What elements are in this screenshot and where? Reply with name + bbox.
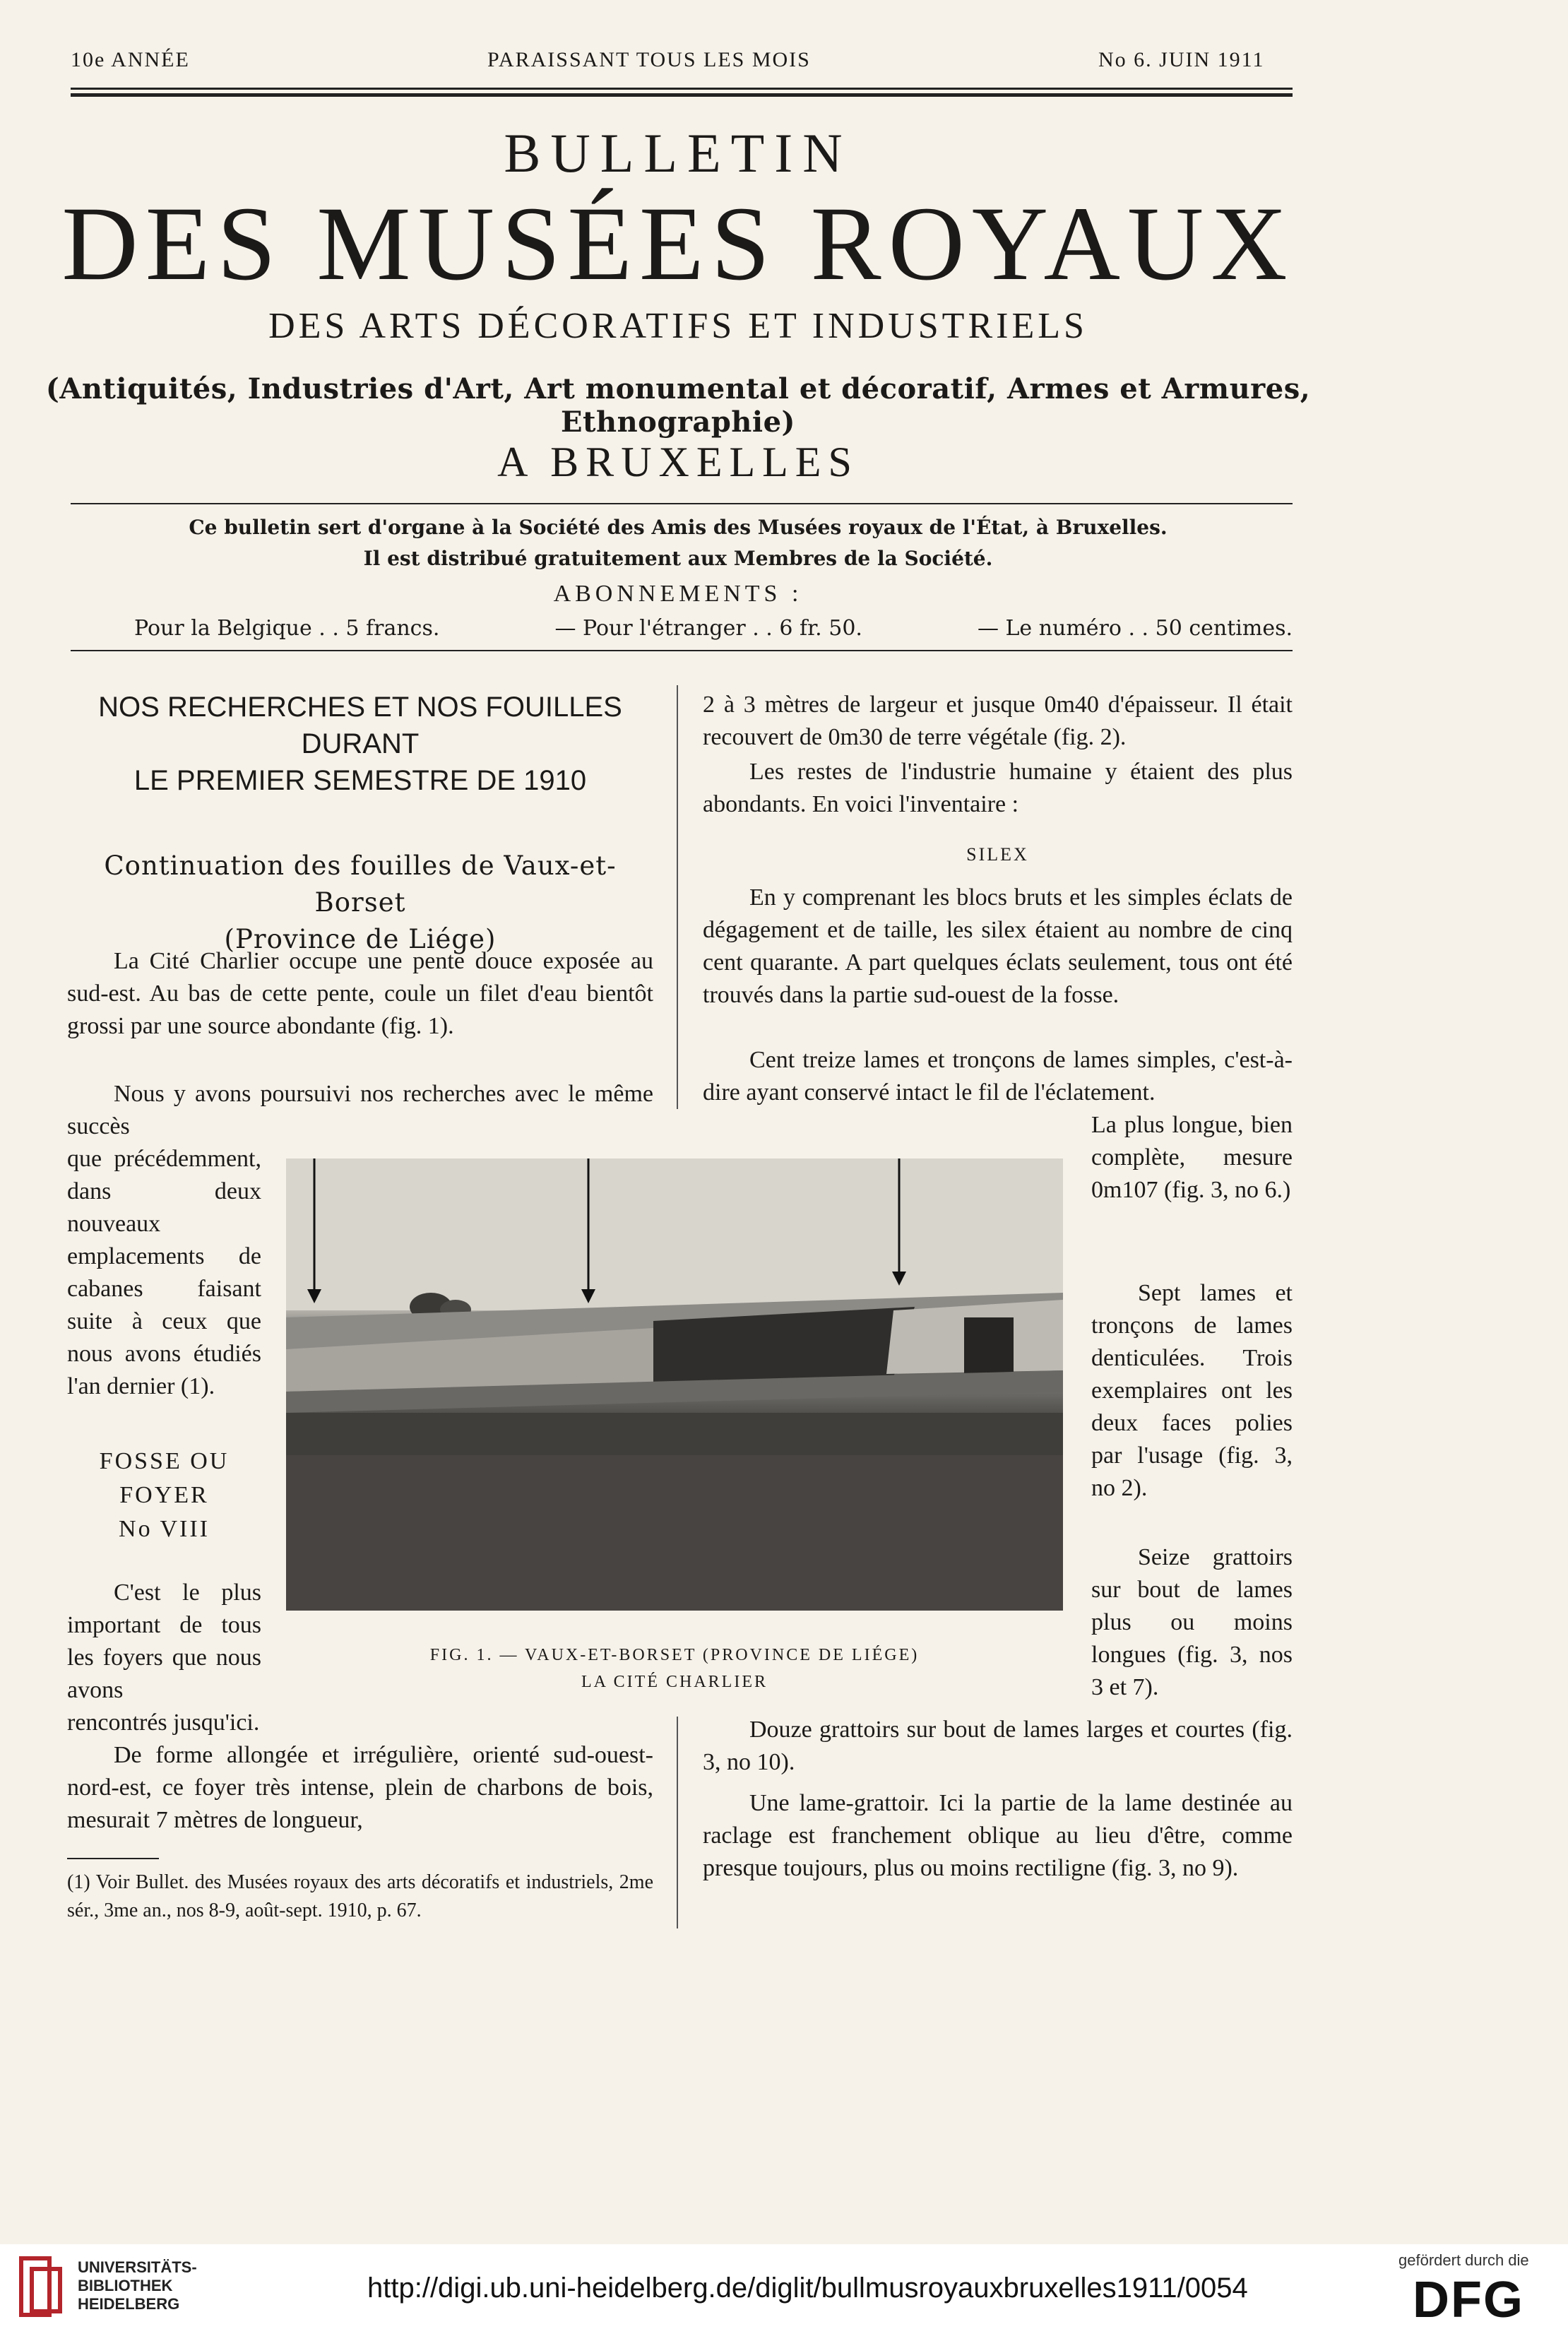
right-paragraph-4: Cent treize lames et tronçons de lames simples, c'est-à-dire ayant conservé intact le fil de l'éclatement. [703,1047,1293,1106]
right-paragraph-1: 2 à 3 mètres de largeur et jusque 0m40 d'épaisseur. Il était recouvert de 0m30 de terre végétale (fig. 2). [703,692,1293,750]
price-foreign: — Pour l'étranger . . 6 fr. 50. [554,616,862,641]
silex-heading: SILEX [966,844,1029,865]
subscription-prices [134,616,1293,641]
right-paragraph-7: Douze grattoirs sur bout de lames larges et courtes (fig. 3, no 10). [703,1717,1293,1775]
figure-caption-line2: LA CITÉ CHARLIER [581,1673,768,1691]
figure-caption-line1: FIG. 1. — VAUX-ET-BORSET (PROVINCE DE LIÉGE) [429,1646,920,1664]
society-notice-line1: Ce bulletin sert d'organe à la Société des Amis des Musées royaux de l'État, à Bruxelles. [189,516,1168,539]
masthead-title: DES MUSÉES ROYAUX [61,185,1295,302]
right-paragraph-4b: La plus longue, bien complète, mesure 0m107 (fig. 3, no 6.) [1091,1112,1293,1203]
price-belgium: Pour la Belgique . . 5 francs. [134,616,440,641]
article-title-line2: DURANT [301,728,420,759]
article-title [64,689,657,799]
masthead-topics: (Antiquités, Industries d'Art, Art monumental et décoratif, Armes et Armures, Ethnographie) [45,372,1311,439]
footnote: (1) Voir Bullet. des Musées royaux des arts décoratifs et industriels, 2me sér., 3me an., nos 8-9, août-sept. 1910, p. 67. [67,1871,653,1921]
left-paragraph-2b: que précédemment, dans deux nouveaux emplacements de cabanes faisant suite à ceux que nous avons étudiés l'an dernier (1). [67,1146,261,1399]
masthead-subtitle: DES ARTS DÉCORATIFS ET INDUSTRIELS [268,306,1088,346]
left-paragraph-4: De forme allongée et irrégulière, orienté sud-ouest-nord-est, ce foyer très intense, plein de charbons de bois, mesurait 7 mètres de longueur, [67,1742,653,1833]
digitization-footer [0,2244,1568,2329]
subscriptions-heading: ABONNEMENTS : [553,581,803,607]
left-paragraph-3a: C'est le plus important de tous les foyers que nous avons [67,1580,261,1703]
left-paragraph-2a: Nous y avons poursuivi nos recherches avec le même succès [67,1081,653,1139]
right-paragraph-3: En y comprenant les blocs bruts et les simples éclats de dégagement et de taille, les silex étaient au nombre de cinq cent quarante. A part quelques éclats seulement, tous ont été trouvés dans la partie sud-ouest de la fosse. [703,884,1293,1008]
figure-photo-field [286,1158,1063,1611]
field-landscape-image [286,1158,1063,1611]
dfg-logo: DFG [1413,2272,1524,2328]
left-paragraph-3b: rencontrés jusqu'ici. [67,1709,260,1736]
prices-rule [71,650,1293,651]
left-paragraph-1: La Cité Charlier occupe une pente douce exposée au sud-est. Au bas de cette pente, coule un filet d'eau bientôt grossi par une source abondante (fig. 1). [67,948,653,1039]
masthead-rule [71,503,1293,504]
funded-by-label: gefördert durch die [1398,2251,1529,2269]
source-url-link[interactable]: http://digi.ub.uni-heidelberg.de/diglit/bullmusroyauxbruxelles1911/0054 [367,2272,1248,2304]
issue-number: No 6. JUIN 1911 [1098,48,1265,71]
society-notice-line2: Il est distribué gratuitement aux Membres de la Société. [363,547,993,570]
right-paragraph-5: Sept lames et tronçons de lames denticulées. Trois exemplaires ont les deux faces polies par l'usage (fig. 3, no 2). [1091,1280,1293,1501]
masthead-city: A BRUXELLES [497,439,859,485]
right-paragraph-8: Une lame-grattoir. Ici la partie de la lame destinée au raclage est franchement oblique au lieu d'être, comme presque toujours, plus ou moins rectiligne (fig. 3, no 9). [703,1790,1293,1881]
volume-year: 10e ANNÉE [71,48,190,71]
column-divider-top [677,685,678,1109]
masthead-bulletin: BULLETIN [504,122,853,184]
price-issue: — Le numéro . . 50 centimes. [977,616,1293,641]
society-notice [0,512,1356,574]
library-name: UNIVERSITÄTS- BIBLIOTHEK HEIDELBERG [78,2258,197,2313]
article-subtitle-line1: Continuation des fouilles de Vaux-et-Borset [104,851,617,918]
library-logo-icon [18,2251,67,2322]
right-paragraph-6: Seize grattoirs sur bout de lames plus ou moins longues (fig. 3, nos 3 et 7). [1091,1544,1293,1700]
footnote-rule [67,1858,159,1859]
article-subtitle-line2: (Province de Liége) [224,924,497,954]
publication-frequency: PARAISSANT TOUS LES MOIS [487,48,811,71]
section-heading-fosse: FOSSE OU FOYER No VIII [99,1448,230,1542]
column-divider-bottom [677,1717,678,1928]
header-rule-bottom [71,93,1293,97]
article-title-line1: NOS RECHERCHES ET NOS FOUILLES [98,692,622,723]
right-paragraph-2: Les restes de l'industrie humaine y étaient des plus abondants. En voici l'inventaire : [703,759,1293,817]
article-subtitle [64,848,657,958]
header-rule-top [71,88,1293,90]
article-title-line3: LE PREMIER SEMESTRE DE 1910 [133,765,587,796]
